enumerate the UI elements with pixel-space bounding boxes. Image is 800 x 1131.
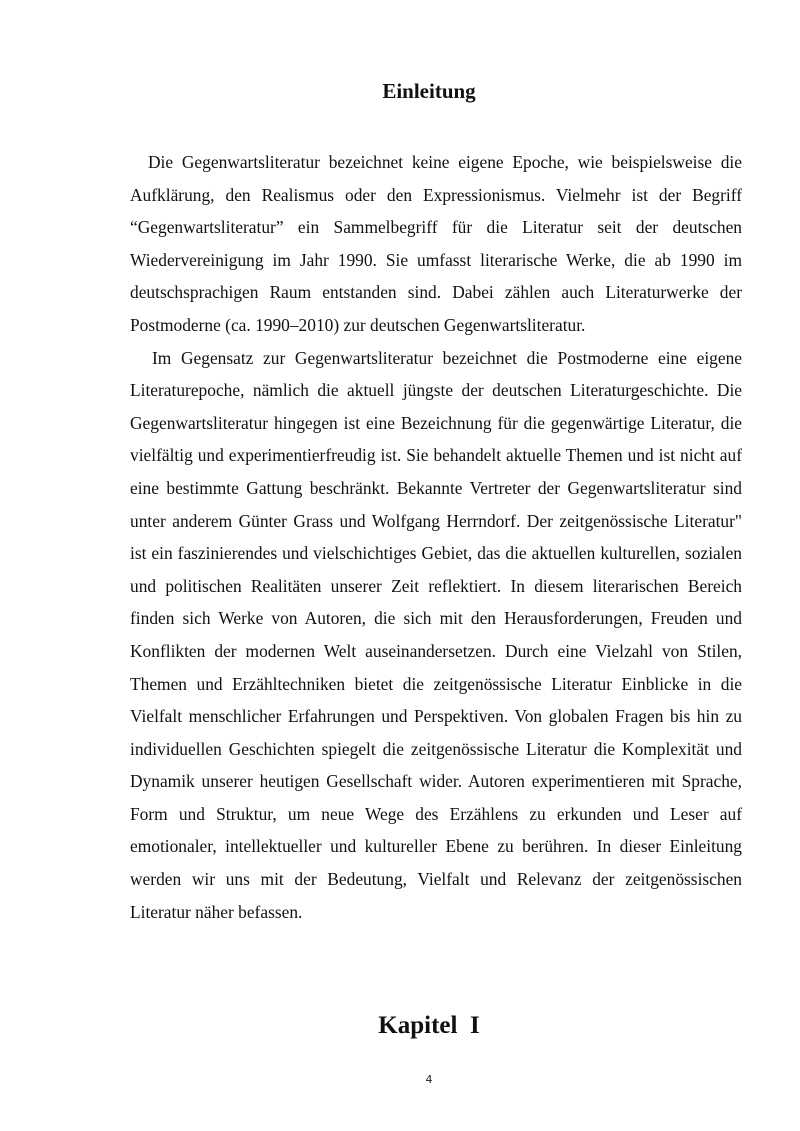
body-text [130, 146, 742, 928]
paragraph-postmoderne: Im Gegensatz zur Gegenwartsliteratur bezeichnet die Postmoderne eine eigene Literaturepoche, nämlich die aktuell jüngste der deutschen Literaturgeschichte. Die Gegenwartsliteratur hingegen ist eine Bezeichnung für die gegenwärtige Literatur, die vielfältig und experimentierfreudig ist. Sie behandelt aktuelle Themen und ist nicht auf eine bestimmte Gattung beschränkt. Bekannte Vertreter der Gegenwartsliteratur sind unter anderem Günter Grass und Wolfgang Herrndorf. Der zeitgenössische Literatur" ist ein faszinierendes und vielschichtiges Gebiet, das die aktuellen kulturellen, sozialen und politischen Realitäten unserer Zeit reflektiert. In diesem literarischen Bereich finden sich Werke von Autoren, die sich mit den Herausforderungen, Freuden und Konflikten der modernen Welt auseinandersetzen. Durch eine Vielzahl von Stilen, Themen und Erzähltechniken bietet die zeitgenössische Literatur Einblicke in die Vielfalt menschlicher Erfahrungen und Perspektiven. Von globalen Fragen bis hin zu individuellen Geschichten spiegelt die zeitgenössische Literatur die Komplexität und Dynamik unserer heutigen Gesellschaft wider. Autoren experimentieren mit Sprache, Form und Struktur, um neue Wege des Erzählens zu erkunden und Leser auf emotionaler, intellektueller und kultureller Ebene zu berühren. In dieser Einleitung werden wir uns mit der Bedeutung, Vielfalt und Relevanz der zeitgenössischen Literatur näher befassen. [130, 347, 742, 922]
chapter-heading: Kapitel I [378, 1012, 480, 1039]
section-heading: Einleitung [382, 79, 476, 103]
page-number: 4 [425, 1073, 433, 1086]
paragraph-intro: Die Gegenwartsliteratur bezeichnet keine eigene Epoche, wie beispielsweise die Aufklärung, den Realismus oder den Expressionismus. Vielmehr ist der Begriff “Gegenwartsliteratur” ein Sammelbegriff für die Literatur seit der deutschen Wiedervereinigung im Jahr 1990. Sie umfasst literarische Werke, die ab 1990 im deutschsprachigen Raum entstanden sind. Dabei zählen auch Literaturwerke der Postmoderne (ca. 1990–2010) zur deutschen Gegenwartsliteratur. [130, 152, 742, 335]
